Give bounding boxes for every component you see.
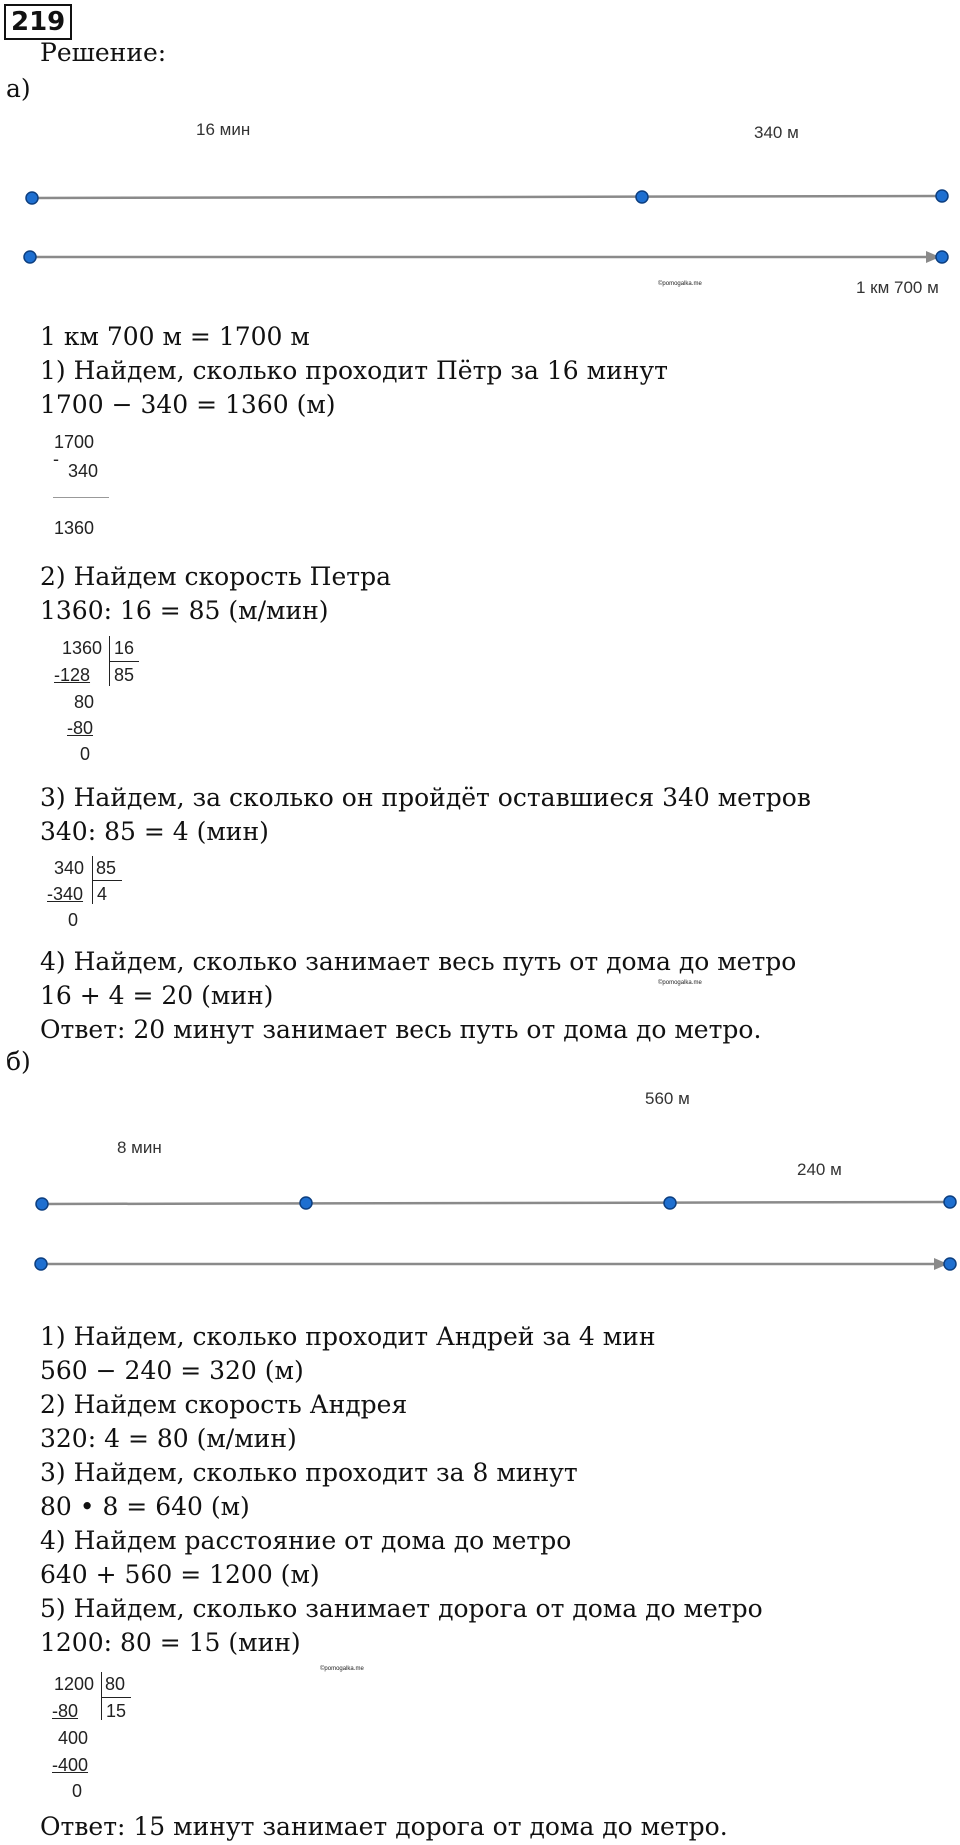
- text-line: 5) Найдем, сколько занимает дорога от дома до метро: [40, 1594, 763, 1623]
- diagram-b-point: [36, 1198, 48, 1210]
- diagram-a-top-line: [32, 196, 942, 198]
- div1-step: -128: [54, 665, 91, 685]
- div2-divisor: 85: [96, 858, 117, 878]
- div3-step: -400: [52, 1755, 89, 1775]
- task-number: 219: [4, 4, 72, 40]
- div1-hline: [109, 661, 139, 662]
- diagram-a-point: [936, 251, 948, 263]
- sub-minuend: 1700: [54, 432, 95, 452]
- solution-label: Решение:: [40, 38, 167, 67]
- div1-remainder: 80: [74, 692, 95, 712]
- div2-step: -340: [47, 884, 84, 904]
- div3-remainder: 400: [58, 1728, 89, 1748]
- diagram-b-label-560: 560 м: [645, 1089, 690, 1108]
- diagram-a-total-label: 1 км 700 м: [856, 278, 939, 297]
- sub-result: 1360: [54, 518, 95, 538]
- text-line: 3) Найдем, сколько проходит за 8 минут: [40, 1458, 578, 1487]
- answer-a: Ответ: 20 минут занимает весь путь от дома до метро.: [40, 1015, 762, 1044]
- text-line: 640 + 560 = 1200 (м): [40, 1560, 320, 1589]
- diagram-b-label-240: 240 м: [797, 1160, 842, 1179]
- text-line: 16 + 4 = 20 (мин): [40, 981, 274, 1010]
- div2-dividend: 340: [54, 858, 85, 878]
- div1-step: -80: [67, 718, 94, 738]
- text-line: 4) Найдем расстояние от дома до метро: [40, 1526, 572, 1555]
- div1-remainder: 0: [80, 744, 91, 764]
- part-b-label: б): [6, 1047, 31, 1076]
- div3-dividend: 1200: [54, 1674, 95, 1694]
- text-line: 80 • 8 = 640 (м): [40, 1492, 250, 1521]
- text-line: 560 − 240 = 320 (м): [40, 1356, 304, 1385]
- sub-subtrahend: 340: [68, 461, 99, 481]
- text-line: 340: 85 = 4 (мин): [40, 817, 269, 846]
- diagram-b-label-8min: 8 мин: [117, 1138, 162, 1157]
- diagram-a: [0, 180, 960, 270]
- diagram-a-point: [26, 192, 38, 204]
- div3-hline: [101, 1697, 131, 1698]
- div1-quotient: 85: [114, 665, 135, 685]
- diagram-b-point: [944, 1196, 956, 1208]
- text-line: 1200: 80 = 15 (мин): [40, 1628, 301, 1657]
- div2-hline: [92, 880, 122, 881]
- text-line: 320: 4 = 80 (м/мин): [40, 1424, 297, 1453]
- text-line: 2) Найдем скорость Петра: [40, 562, 392, 591]
- diagram-b: [0, 1180, 960, 1280]
- text-line: 1700 − 340 = 1360 (м): [40, 390, 336, 419]
- diagram-b-point: [944, 1258, 956, 1270]
- text-line: 4) Найдем, сколько занимает весь путь от дома до метро: [40, 947, 797, 976]
- diagram-a-point: [636, 191, 648, 203]
- diagram-a-point: [24, 251, 36, 263]
- watermark: ©pomogalka.me: [320, 1666, 364, 1672]
- diagram-b-point: [664, 1197, 676, 1209]
- diagram-b-point: [300, 1197, 312, 1209]
- text-line: 2) Найдем скорость Андрея: [40, 1390, 408, 1419]
- answer-b: Ответ: 15 минут занимает дорога от дома до метро.: [40, 1812, 728, 1841]
- watermark: ©pomogalka.me: [658, 281, 702, 287]
- text-line: 1) Найдем, сколько проходит Пётр за 16 минут: [40, 356, 668, 385]
- part-a-label: а): [6, 74, 31, 103]
- div3-remainder: 0: [72, 1781, 83, 1801]
- watermark: ©pomogalka.me: [658, 980, 702, 986]
- div3-bar: [101, 1672, 102, 1720]
- diagram-b-point: [35, 1258, 47, 1270]
- div3-step: -80: [52, 1701, 79, 1721]
- div1-dividend: 1360: [62, 638, 103, 658]
- text-line: 1) Найдем, сколько проходит Андрей за 4 мин: [40, 1322, 656, 1351]
- sub-line: [53, 497, 109, 498]
- diagram-a-seg1-label: 16 мин: [196, 120, 251, 139]
- sub-sign: -: [53, 449, 59, 469]
- text-line: 3) Найдем, за сколько он пройдёт оставшиеся 340 метров: [40, 783, 811, 812]
- div2-remainder: 0: [68, 910, 79, 930]
- diagram-a-seg2-label: 340 м: [754, 123, 799, 142]
- text-line: 1 км 700 м = 1700 м: [40, 322, 310, 351]
- div2-quotient: 4: [97, 884, 108, 904]
- div3-divisor: 80: [105, 1674, 126, 1694]
- div3-quotient: 15: [106, 1701, 127, 1721]
- diagram-a-point: [936, 190, 948, 202]
- diagram-b-top-line: [42, 1202, 950, 1204]
- text-line: 1360: 16 = 85 (м/мин): [40, 596, 329, 625]
- div1-divisor: 16: [114, 638, 135, 658]
